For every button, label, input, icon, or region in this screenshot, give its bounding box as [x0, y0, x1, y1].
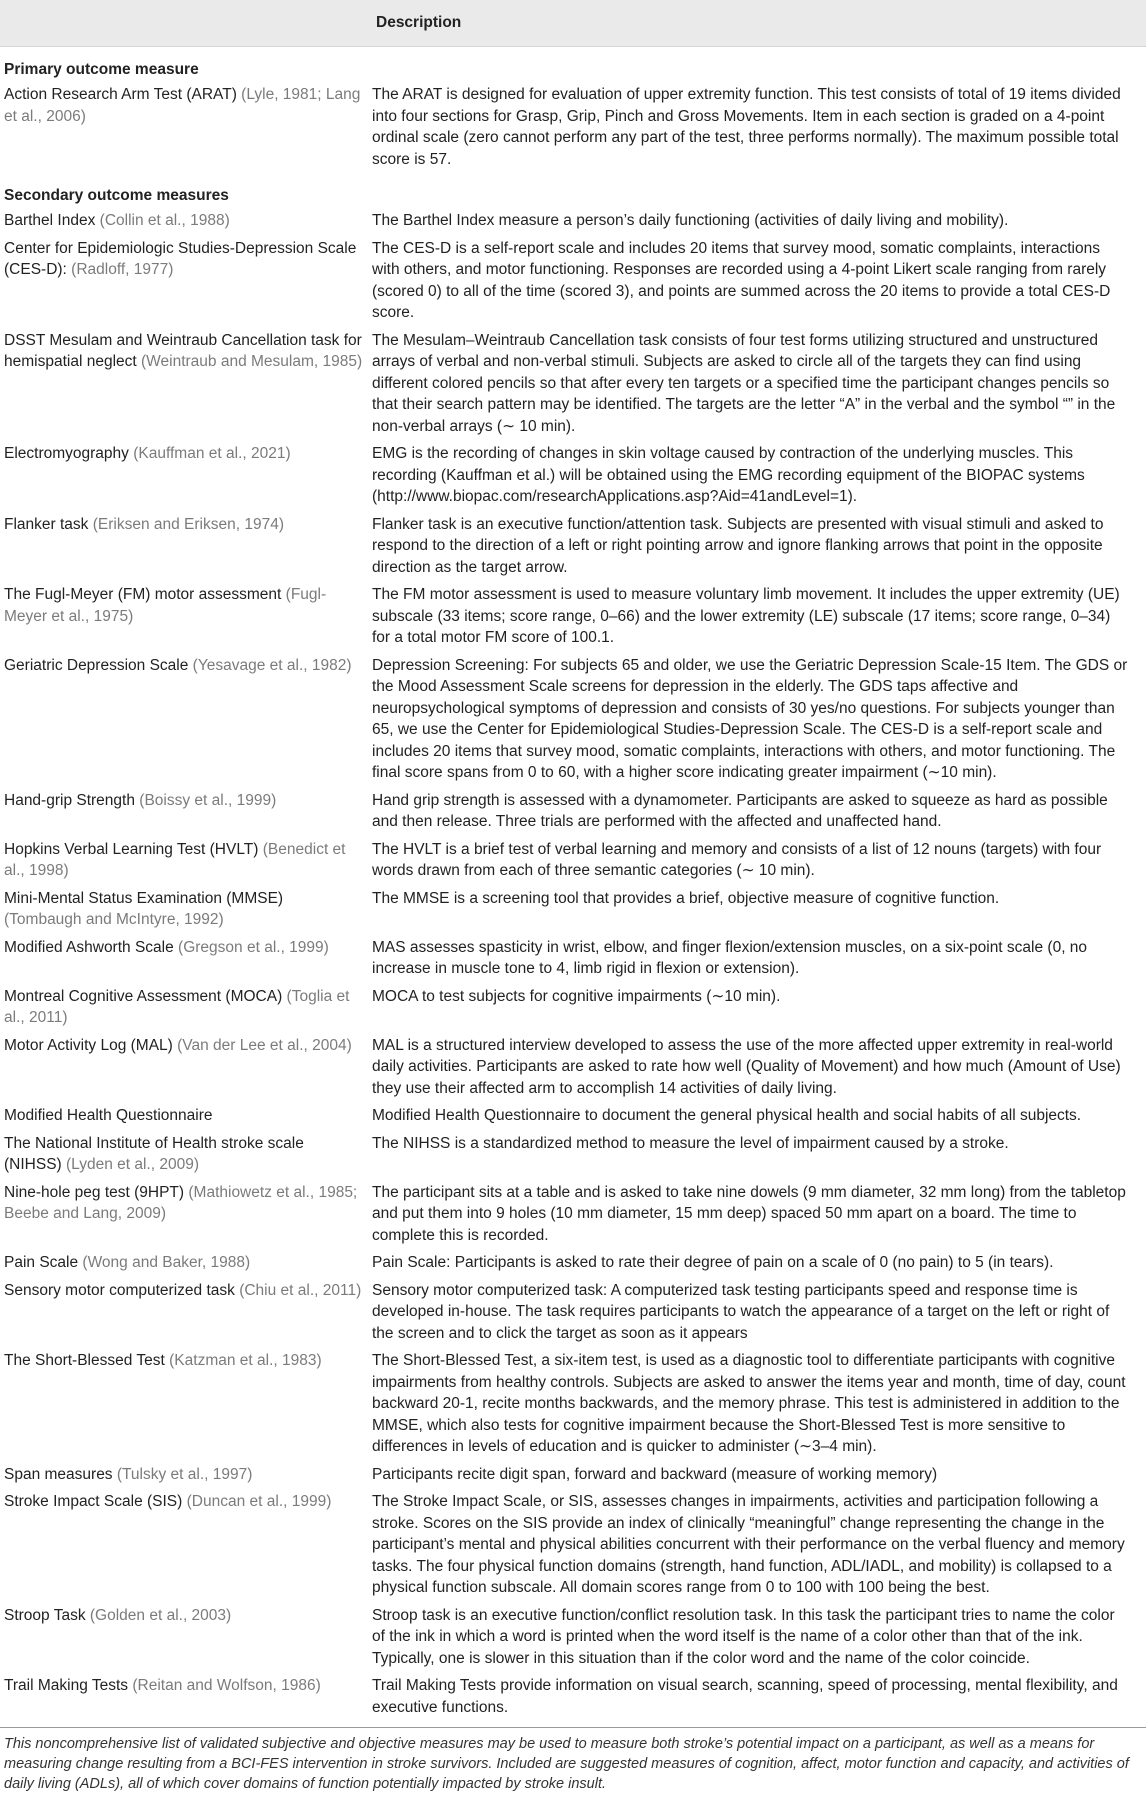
description-cell: The FM motor assessment is used to measure voluntary limb movement. It includes the upper extremity (UE) subscale (33 items; score range, 0–66) and the lower extremity (LE) subscale (17 items; score range, 0–34) for a total motor FM score of 100.1.	[372, 586, 1120, 646]
description-cell: The Stroke Impact Scale, or SIS, assesses changes in impairments, activities and participation following a stroke. Scores on the SIS provide an index of clinically “meaningful” change representing the change in the participant’s mental and physical abilities concurrent with their performance on the verbal fluency and memory tasks. The four physical function domains (strength, hand function, ADL/IADL, and mobility) is collapsed to a physical function subscale. All domain scores range from 0 to 100 with 100 being the best.	[372, 1493, 1125, 1596]
measure-name: Motor Activity Log (MAL)	[4, 1036, 173, 1054]
table-row	[0, 885, 1146, 934]
measure-name: Trail Making Tests	[4, 1677, 129, 1694]
measure-cell	[0, 1350, 372, 1458]
table-body	[0, 47, 1146, 1721]
citation-link[interactable]: (Weintraub and Mesulam, 1985)	[141, 353, 363, 370]
table-row	[0, 207, 1146, 235]
citation-link[interactable]: (Toglia et al., 2011)	[4, 987, 350, 1026]
measure-name: Stroke Impact Scale (SIS)	[4, 1493, 183, 1510]
measure-cell	[0, 1491, 372, 1599]
citation-link[interactable]: (Lyle, 1981; Lang et al., 2006)	[4, 86, 361, 125]
measure-name: The Fugl-Meyer (FM) motor assessment	[4, 586, 282, 603]
measure-name: Modified Ashworth Scale	[4, 938, 174, 956]
measure-name: Stroop Task	[4, 1606, 86, 1624]
measure-cell	[0, 1464, 372, 1486]
table-row	[0, 1102, 1146, 1130]
measure-cell	[0, 986, 372, 1029]
citation-link[interactable]: (Duncan et al., 1999)	[186, 1493, 332, 1510]
measure-cell	[0, 1133, 372, 1176]
table-row	[0, 1347, 1146, 1461]
citation-link[interactable]: (Collin et al., 1988)	[99, 212, 230, 229]
measure-name: Pain Scale	[4, 1254, 79, 1271]
table-row	[0, 1032, 1146, 1103]
table-header	[0, 0, 1146, 47]
measure-name: Hand-grip Strength	[4, 791, 135, 809]
citation-link[interactable]: (Reitan and Wolfson, 1986)	[132, 1677, 321, 1694]
measure-name: Electromyography	[4, 445, 129, 462]
description-cell: Hand grip strength is assessed with a dynamometer. Participants are asked to squeeze as hard as possible and then release. Three trials are performed with the affected and unaffected hand.	[372, 791, 1108, 830]
citation-link[interactable]: (Yesavage et al., 1982)	[192, 656, 352, 674]
table-row	[0, 1488, 1146, 1602]
table-row	[0, 1461, 1146, 1489]
measure-cell	[0, 1035, 372, 1100]
table-row	[0, 1179, 1146, 1250]
measure-cell	[0, 655, 372, 784]
citation-link[interactable]: (Gregson et al., 1999)	[178, 938, 329, 956]
citation-link[interactable]: (Van der Lee et al., 2004)	[177, 1036, 352, 1054]
citation-link[interactable]: (Chiu et al., 2011)	[239, 1281, 362, 1299]
description-cell: The MMSE is a screening tool that provides a brief, objective measure of cognitive function.	[372, 889, 1000, 907]
measure-cell	[0, 1605, 372, 1670]
table-row	[0, 787, 1146, 836]
measure-name: Flanker task	[4, 515, 89, 533]
citation-link[interactable]: (Benedict et al., 1998)	[4, 840, 346, 879]
description-cell: MAS assesses spasticity in wrist, elbow, and finger flexion/extension muscles, on a six-point scale (0, no increase in muscle tone to 4, limb rigid in flexion or extension).	[372, 938, 1088, 977]
description-cell: Participants recite digit span, forward and backward (measure of working memory)	[372, 1465, 938, 1483]
table-row	[0, 934, 1146, 983]
citation-link[interactable]: (Tombaugh and McIntyre, 1992)	[4, 911, 224, 928]
measure-name: Span measures	[4, 1465, 113, 1483]
description-cell: Flanker task is an executive function/attention task. Subjects are presented with visual stimuli and asked to respond to the direction of a left or right pointing arrow and ignore flanking arrows that point in the opposite direction as the target arrow.	[372, 515, 1104, 576]
table-row	[0, 1672, 1146, 1721]
description-cell: MOCA to test subjects for cognitive impairments (∼10 min).	[372, 987, 781, 1005]
citation-link[interactable]: (Mathiowetz et al., 1985; Beebe and Lang, 2009)	[4, 1183, 358, 1222]
citation-link[interactable]: (Tulsky et al., 1997)	[116, 1465, 253, 1483]
table-row	[0, 327, 1146, 441]
measure-cell	[0, 790, 372, 833]
table-row	[0, 235, 1146, 327]
description-cell: Sensory motor computerized task: A computerized task testing participants speed and response time is developed in-house. The task requires participants to watch the appearance of a target on the left or right of the screen and to click the target as soon as it appears	[372, 1281, 1110, 1342]
table-row	[0, 511, 1146, 582]
measure-cell	[0, 888, 372, 931]
description-cell: The Short-Blessed Test, a six-item test, is used as a diagnostic tool to differentiate participants with cognitive impairments from healthy controls. Subjects are asked to answer the items year and month, time of day, count backward 20-1, recite months backwards, and the memory phrase. This test is administered in addition to the MMSE, which also tests for cognitive impairment because the Short-Blessed Test is more sensitive to differences in levels of education and is quicker to administer (∼3–4 min).	[372, 1352, 1126, 1455]
measure-cell	[0, 1280, 372, 1345]
measure-name: Sensory motor computerized task	[4, 1281, 235, 1299]
citation-link[interactable]: (Boissy et al., 1999)	[139, 791, 277, 809]
citation-link[interactable]: (Kauffman et al., 2021)	[133, 445, 291, 462]
measure-cell	[0, 1252, 372, 1274]
section-heading: Secondary outcome measures	[4, 187, 229, 204]
description-cell: The CES-D is a self-report scale and includes 20 items that survey mood, somatic complaints, interactions with others, and motor functioning. Responses are recorded using a 4-point Likert scale ranging from rarely (scored 0) to all of the time (scored 3), and points are summed across the 20 items to provide a total CES-D score.	[372, 239, 1111, 321]
measure-cell	[0, 584, 372, 649]
measure-cell	[0, 238, 372, 324]
measure-name: Modified Health Questionnaire	[4, 1107, 213, 1124]
description-cell: Stroop task is an executive function/conflict resolution task. In this task the participant tries to name the color of the ink in which a word is printed when the word itself is the name of a color other than that of the ink. Typically, one is slower in this situation than if the color word and the name of the color coincide.	[372, 1606, 1115, 1667]
table-row	[0, 1277, 1146, 1348]
description-cell: Modified Health Questionnaire to document the general physical health and social habits of all subjects.	[372, 1107, 1082, 1124]
table-row	[0, 581, 1146, 652]
measure-cell	[0, 514, 372, 579]
measure-name: Nine-hole peg test (9HPT)	[4, 1183, 185, 1201]
description-cell: EMG is the recording of changes in skin voltage caused by contraction of the underlying muscles. This recording (Kauffman et al.) will be obtained using the EMG recording equipment of the BIOPAC systems (http://www.biopac.com/researchApplications.asp?Aid=41andLevel=1).	[372, 445, 1085, 505]
citation-link[interactable]: (Golden et al., 2003)	[89, 1606, 232, 1624]
description-cell: The Mesulam–Weintraub Cancellation task consists of four test forms utilizing structured and unstructured arrays of verbal and non-verbal stimuli. Subjects are asked to circle all of the targets they can find using different colored pencils so that after every ten targets or a specified time the participant changes pencils so that their search pattern may be identified. The targets are the letter “A” in the verbal and the symbol “” in the non-verbal arrays (∼ 10 min).	[372, 331, 1116, 435]
measure-name: DSST Mesulam and Weintraub Cancellation task for hemispatial neglect	[4, 331, 362, 370]
measure-name: Mini-Mental Status Examination (MMSE)	[4, 889, 284, 907]
description-cell: Depression Screening: For subjects 65 and older, we use the Geriatric Depression Scale-15 Item. The GDS or the Mood Assessment Scale screens for depression in the elderly. The GDS taps affective and neuropsychological symptoms of depression and consists of 30 yes/no questions. For subjects younger than 65, we use the Center for Epidemiological Studies-Depression Scale. The CES-D is a self-report scale and includes 20 items that survey mood, somatic complaints, interactions with others, and motor functioning. The final score spans from 0 to 60, with a higher score indicating greater impairment (∼10 min).	[372, 656, 1128, 781]
table-row	[0, 836, 1146, 885]
measure-cell	[0, 330, 372, 438]
description-cell: The NIHSS is a standardized method to measure the level of impairment caused by a stroke.	[372, 1134, 1009, 1152]
measure-cell	[0, 443, 372, 508]
measure-name: Barthel Index	[4, 212, 96, 229]
table-row	[0, 1130, 1146, 1179]
table-row	[0, 1602, 1146, 1673]
description-cell: The ARAT is designed for evaluation of upper extremity function. This test consists of total of 19 items divided into four sections for Grasp, Grip, Pinch and Gross Movements. Item in each section is graded on a 4-point ordinal scale (zero cannot perform any part of the test, three performs normally). The maximum possible total score is 57.	[372, 86, 1121, 168]
table-row	[0, 652, 1146, 787]
description-cell: MAL is a structured interview developed to assess the use of the more affected upper extremity in real-world daily activities. Participants are asked to rate how well (Quality of Movement) and how much (Amount of Use) they use their affected arm to accomplish 14 activities of daily living.	[372, 1036, 1121, 1097]
citation-link[interactable]: (Eriksen and Eriksen, 1974)	[92, 515, 284, 533]
description-cell: Pain Scale: Participants is asked to rate their degree of pain on a scale of 0 (no pain) to 5 (in tears).	[372, 1254, 1054, 1271]
measure-name: The Short-Blessed Test	[4, 1352, 165, 1369]
column-header-description: Description	[376, 14, 462, 31]
description-cell: The HVLT is a brief test of verbal learning and memory and consists of a list of 12 nouns (targets) with four words drawn from each of three semantic categories (∼ 10 min).	[372, 840, 1102, 879]
citation-link[interactable]: (Wong and Baker, 1988)	[82, 1254, 251, 1271]
table-row	[0, 1249, 1146, 1277]
measure-cell	[0, 84, 372, 170]
section-heading: Primary outcome measure	[4, 61, 199, 78]
table-row	[0, 983, 1146, 1032]
citation-link[interactable]: (Radloff, 1977)	[71, 261, 174, 278]
measure-cell	[0, 210, 372, 232]
measure-name: Montreal Cognitive Assessment (MOCA)	[4, 987, 283, 1005]
measure-cell	[0, 937, 372, 980]
description-cell: Trail Making Tests provide information on visual search, scanning, speed of processing, mental flexibility, and executive functions.	[372, 1677, 1118, 1716]
measure-name: Center for Epidemiologic Studies-Depression Scale (CES-D):	[4, 239, 357, 278]
measure-name: Hopkins Verbal Learning Test (HVLT)	[4, 840, 259, 858]
measure-cell	[0, 1105, 372, 1127]
citation-link[interactable]: (Lyden et al., 2009)	[66, 1156, 199, 1173]
measure-cell	[0, 1182, 372, 1247]
citation-link[interactable]: (Fugl-Meyer et al., 1975)	[4, 586, 327, 625]
description-cell: The Barthel Index measure a person’s daily functioning (activities of daily living and mobility).	[372, 212, 1009, 229]
citation-link[interactable]: (Katzman et al., 1983)	[169, 1352, 322, 1369]
table-row	[0, 440, 1146, 511]
table-footnote: This noncomprehensive list of validated subjective and objective measures may be used to measure both stroke’s potential impact on a participant, as well as a means for measuring change resulting from a BCI-FES intervention in stroke survivors. Included are suggested measures of cognition, affect, motor function and capacity, and activities of daily living (ADLs), all of which cover domains of function potentially impacted by stroke insult.	[4, 1736, 1129, 1792]
measure-name: Geriatric Depression Scale	[4, 656, 189, 674]
description-cell: The participant sits at a table and is asked to take nine dowels (9 mm diameter, 32 mm long) from the tabletop and put them into 9 holes (10 mm diameter, 15 mm deep) spaced 50 mm apart on a board. The time to complete this is recorded.	[372, 1183, 1126, 1244]
measure-name: Action Research Arm Test (ARAT)	[4, 86, 237, 103]
table-row	[0, 81, 1146, 173]
measure-cell	[0, 839, 372, 882]
measure-name: The National Institute of Health stroke scale (NIHSS)	[4, 1134, 304, 1173]
